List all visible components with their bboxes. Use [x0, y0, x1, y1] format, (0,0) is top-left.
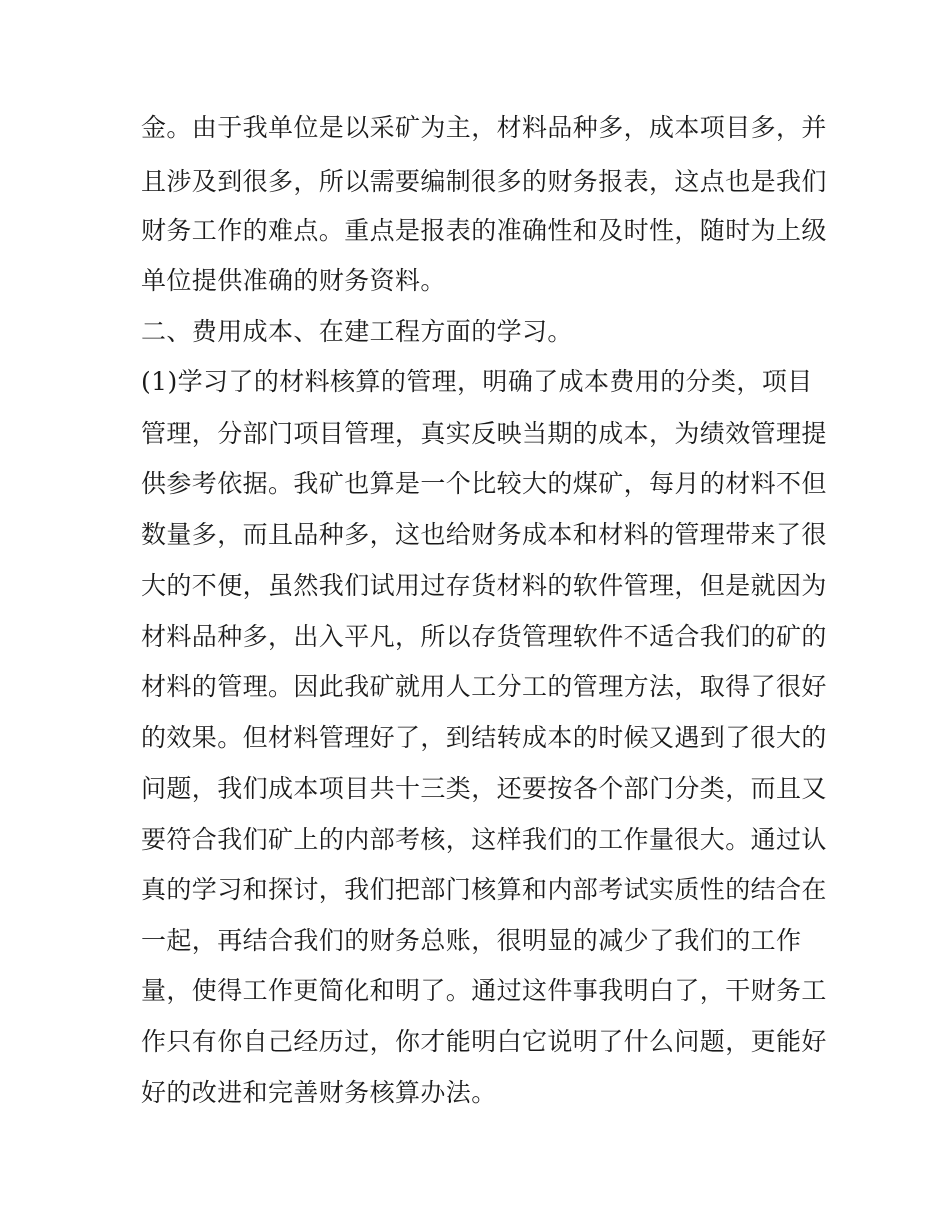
- text-line-16: 真的学习和探讨，我们把部门核算和内部考试实质性的结合在: [141, 875, 827, 904]
- section-heading: 二、费用成本、在建工程方面的学习。: [141, 317, 573, 346]
- text-line-10: 大的不便，虽然我们试用过存货材料的软件管理，但是就因为: [141, 571, 827, 600]
- text-line-3: 财务工作的难点。重点是报表的准确性和及时性，随时为上级: [141, 216, 827, 245]
- text-line-9: 数量多，而且品种多，这也给财务成本和材料的管理带来了很: [141, 520, 827, 549]
- text-line-13: 的效果。但材料管理好了，到结转成本的时候又遇到了很大的: [141, 723, 827, 752]
- text-line-6: (1)学习了的材料核算的管理，明确了成本费用的分类，项目: [141, 367, 813, 396]
- text-line-17: 一起，再结合我们的财务总账，很明显的减少了我们的工作: [141, 926, 802, 955]
- text-line-2: 且涉及到很多，所以需要编制很多的财务报表，这点也是我们: [141, 167, 827, 196]
- text-line-15: 要符合我们矿上的内部考核，这样我们的工作量很大。通过认: [141, 825, 827, 854]
- text-line-14: 问题，我们成本项目共十三类，还要按各个部门分类，而且又: [141, 774, 827, 803]
- text-line-4: 单位提供准确的财务资料。: [141, 266, 446, 295]
- text-line-1: 金。由于我单位是以采矿为主，材料品种多，成本项目多，并: [141, 113, 827, 142]
- text-line-19: 作只有你自己经历过，你才能明白它说明了什么问题，更能好: [141, 1027, 827, 1056]
- text-line-8: 供参考依据。我矿也算是一个比较大的煤矿，每月的材料不但: [141, 469, 827, 498]
- text-line-11: 材料品种多，出入平凡，所以存货管理软件不适合我们的矿的: [141, 622, 827, 651]
- text-line-20: 好的改进和完善财务核算办法。: [141, 1078, 497, 1107]
- text-line-12: 材料的管理。因此我矿就用人工分工的管理方法，取得了很好: [141, 672, 827, 701]
- text-line-18: 量，使得工作更简化和明了。通过这件事我明白了，干财务工: [141, 976, 827, 1005]
- text-line-7: 管理，分部门项目管理，真实反映当期的成本，为绩效管理提: [141, 419, 827, 448]
